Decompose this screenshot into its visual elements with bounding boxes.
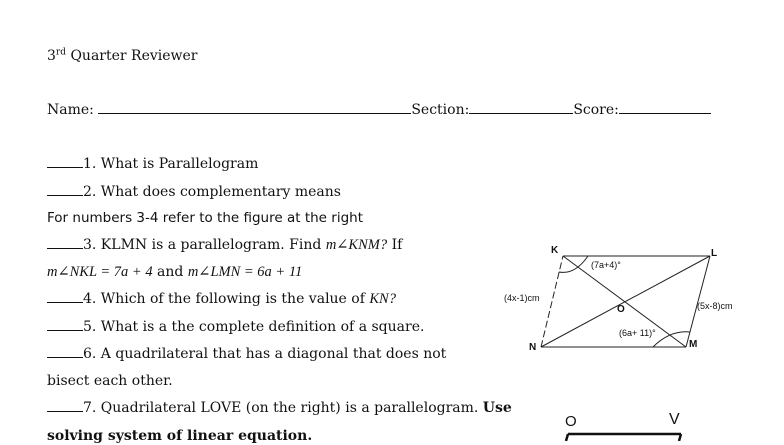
question-5: 5. What is a the complete definition of a square. bbox=[47, 318, 424, 336]
side-lm-label: (5x-8)cm bbox=[697, 301, 733, 311]
question-6: 6. A quadrilateral that has a diagonal that does not bbox=[47, 345, 446, 363]
question-7: 7. Quadrilateral LOVE (on the right) is a parallelogram. Use bbox=[47, 399, 512, 417]
side-o-down bbox=[566, 434, 568, 441]
instruction-text: For numbers 3-4 refer to the figure at the right bbox=[47, 210, 363, 226]
score-label: Score: bbox=[573, 102, 619, 118]
given-angle-lmn: m∠LMN = 6a + 11 bbox=[187, 264, 303, 280]
question-2: 2. What does complementary means bbox=[47, 183, 341, 201]
vertex-l: L bbox=[711, 248, 718, 259]
vertex-v: V bbox=[669, 411, 680, 428]
side-kn-label: (4x-1)cm bbox=[504, 293, 540, 303]
given-angle-nkl: m∠NKL = 7a + 4 bbox=[47, 264, 153, 280]
name-label: Name: bbox=[47, 102, 94, 118]
section-label: Section: bbox=[411, 102, 470, 118]
question-6-cont: bisect each other. bbox=[47, 373, 173, 389]
vertex-k: K bbox=[551, 245, 559, 256]
question-3: 3. KLMN is a parallelogram. Find m∠KNM? If bbox=[47, 236, 402, 254]
question-7-cont: solving system of linear equation. bbox=[47, 428, 313, 444]
question-4: 4. Which of the following is the value of KN? bbox=[47, 290, 396, 308]
question-1: 1. What is Parallelogram bbox=[47, 155, 258, 173]
center-o: O bbox=[617, 304, 625, 315]
vertex-m: M bbox=[689, 339, 698, 350]
vertex-n: N bbox=[529, 342, 537, 353]
question-3-givens: m∠NKL = 7a + 4 and m∠LMN = 6a + 11 bbox=[47, 264, 303, 280]
angle-m-label: (6a+ 11)° bbox=[619, 328, 656, 338]
angle-k-label: (7a+4)° bbox=[591, 260, 621, 270]
vertex-o: O bbox=[565, 413, 577, 430]
page-title: 3rd Quarter Reviewer bbox=[47, 47, 198, 64]
